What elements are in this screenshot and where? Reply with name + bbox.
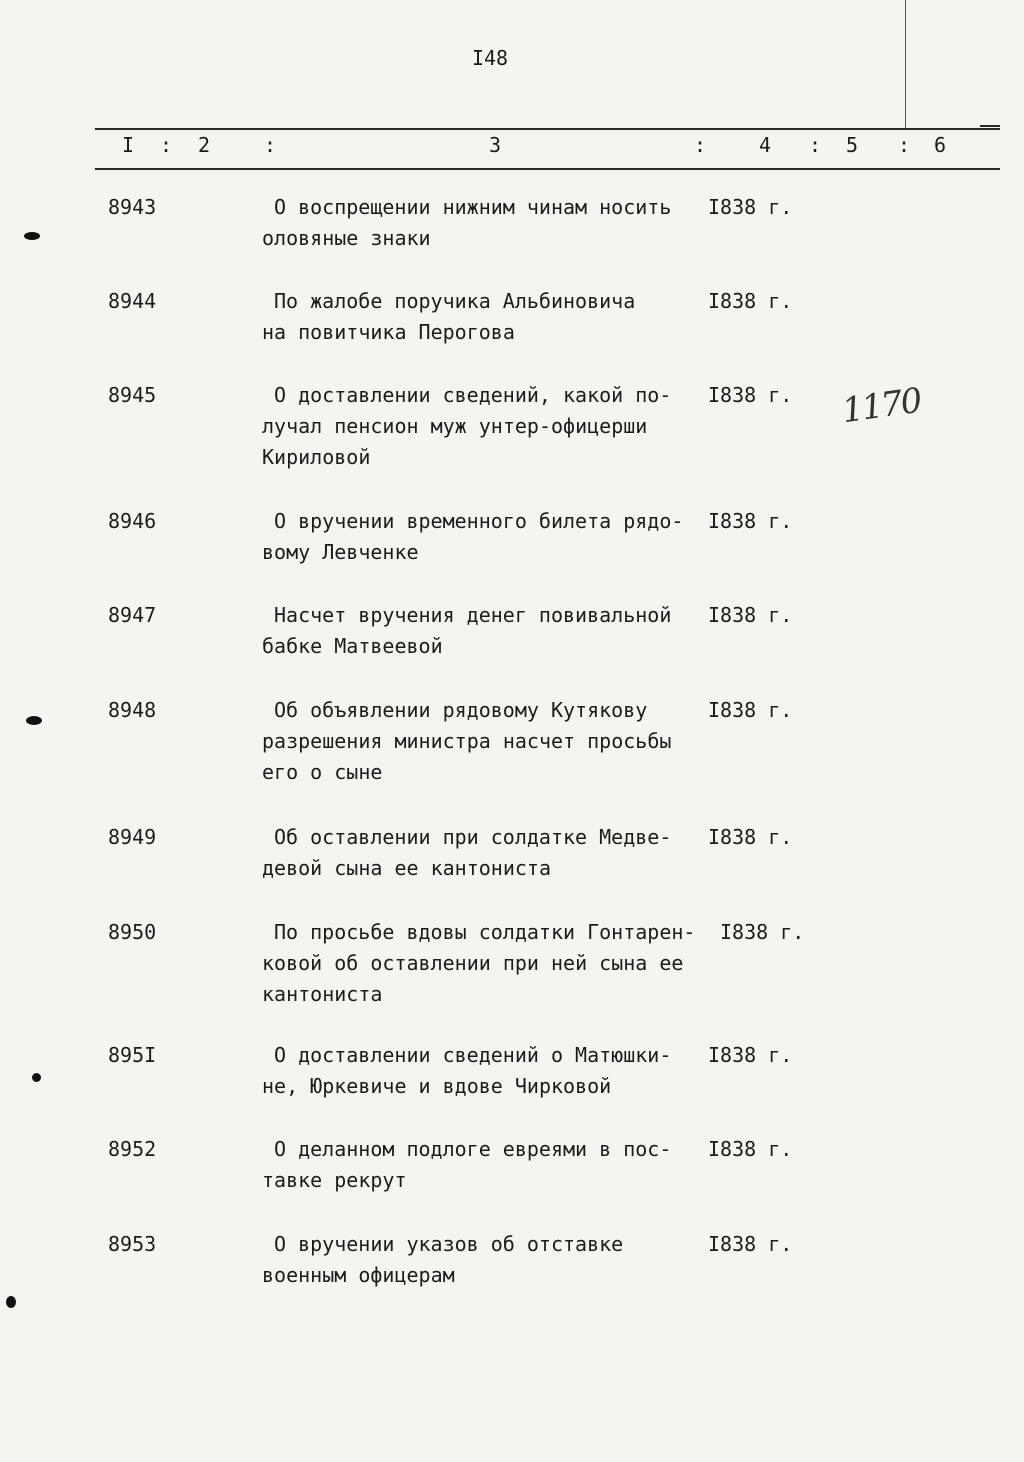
entry-description-line: его о сыне [262,760,383,784]
entry-description-line: вому Левченке [262,540,419,564]
entry-description-line: не, Юркевиче и вдове Чирковой [262,1074,612,1098]
entry-number: 8945 [108,383,157,407]
entry-year: I838 г. [708,1043,793,1067]
column-separator: : [898,133,911,157]
punch-hole-mark [32,1073,41,1082]
entry-number: 8946 [108,509,157,533]
column-header-4: 4 [759,133,772,157]
column-header-3: 3 [489,133,502,157]
entry-description-line: ковой об оставлении при ней сына ее [262,951,684,975]
entry-description [262,286,712,348]
column-header-5: 5 [846,133,859,157]
entry-description [262,380,712,473]
entry-year: I838 г. [708,825,793,849]
entry-number: 8949 [108,825,157,849]
entry-description [262,506,712,568]
entry-description [262,822,712,884]
column-separator: : [160,133,173,157]
entry-number: 8952 [108,1137,157,1161]
column-header-2: 2 [198,133,211,157]
entry-number: 895I [108,1043,157,1067]
entry-year: I838 г. [708,195,793,219]
entry-year: I838 г. [720,920,805,944]
header-rule-tail [980,125,1000,127]
entry-description-line: лучал пенсион муж унтер-офицерши [262,414,648,438]
entry-description [262,1040,712,1102]
entry-number: 8953 [108,1232,157,1256]
entry-year: I838 г. [708,1137,793,1161]
entry-year: I838 г. [708,603,793,627]
entry-year: I838 г. [708,383,793,407]
entry-description-line: на повитчика Перогова [262,320,515,344]
punch-hole-mark [26,716,42,725]
column-separator: : [694,133,707,157]
entry-number: 8944 [108,289,157,313]
entry-description-line: О доставлении сведений о Матюшки- [274,1043,672,1067]
header-rule-top [95,128,1000,130]
punch-hole-mark [24,232,40,240]
entry-year: I838 г. [708,509,793,533]
handwritten-annotation: 1170 [839,380,923,432]
entry-description-line: О вручении временного билета рядо- [274,509,684,533]
entry-description [262,917,712,1010]
entry-number: 8943 [108,195,157,219]
entry-description-line: военным офицерам [262,1263,455,1287]
entry-number: 8948 [108,698,157,722]
column-separator: : [264,133,277,157]
entry-year: I838 г. [708,698,793,722]
entry-number: 8950 [108,920,157,944]
punch-hole-mark [6,1296,16,1308]
entry-description-line: О деланном подлоге евреями в пос- [274,1137,672,1161]
entry-description-line: По просьбе вдовы солдатки Гонтарен- [274,920,696,944]
entry-year: I838 г. [708,289,793,313]
entry-description-line: тавке рекрут [262,1168,407,1192]
entry-description-line: Об объявлении рядовому Кутякову [274,698,648,722]
entry-description-line: разрешения министра насчет просьбы [262,729,672,753]
entry-description-line: кантониста [262,982,383,1006]
entry-description-line: Кириловой [262,445,371,469]
entry-description-line: О вручении указов об отставке [274,1232,624,1256]
entry-number: 8947 [108,603,157,627]
entry-description-line: О воспрещении нижним чинам носить [274,195,672,219]
header-rule-bottom [95,168,1000,170]
entry-description [262,695,712,788]
entry-description-line: Насчет вручения денег повивальной [274,603,672,627]
column-separator: : [809,133,822,157]
page-number: I48 [471,46,509,70]
entry-description-line: бабке Матвеевой [262,634,443,658]
entry-description-line: оловяные знаки [262,226,431,250]
entry-year: I838 г. [708,1232,793,1256]
entry-description [262,600,712,662]
column-header-1: I [122,133,135,157]
table-header [0,133,1024,163]
entry-description-line: По жалобе поручика Альбиновича [274,289,636,313]
entry-description [262,1229,712,1291]
entry-description [262,1134,712,1196]
entry-description-line: О доставлении сведений, какой по- [274,383,672,407]
entry-description [262,192,712,254]
entry-description-line: Об оставлении при солдатке Медве- [274,825,672,849]
entry-description-line: девой сына ее кантониста [262,856,551,880]
column-header-6: 6 [934,133,947,157]
